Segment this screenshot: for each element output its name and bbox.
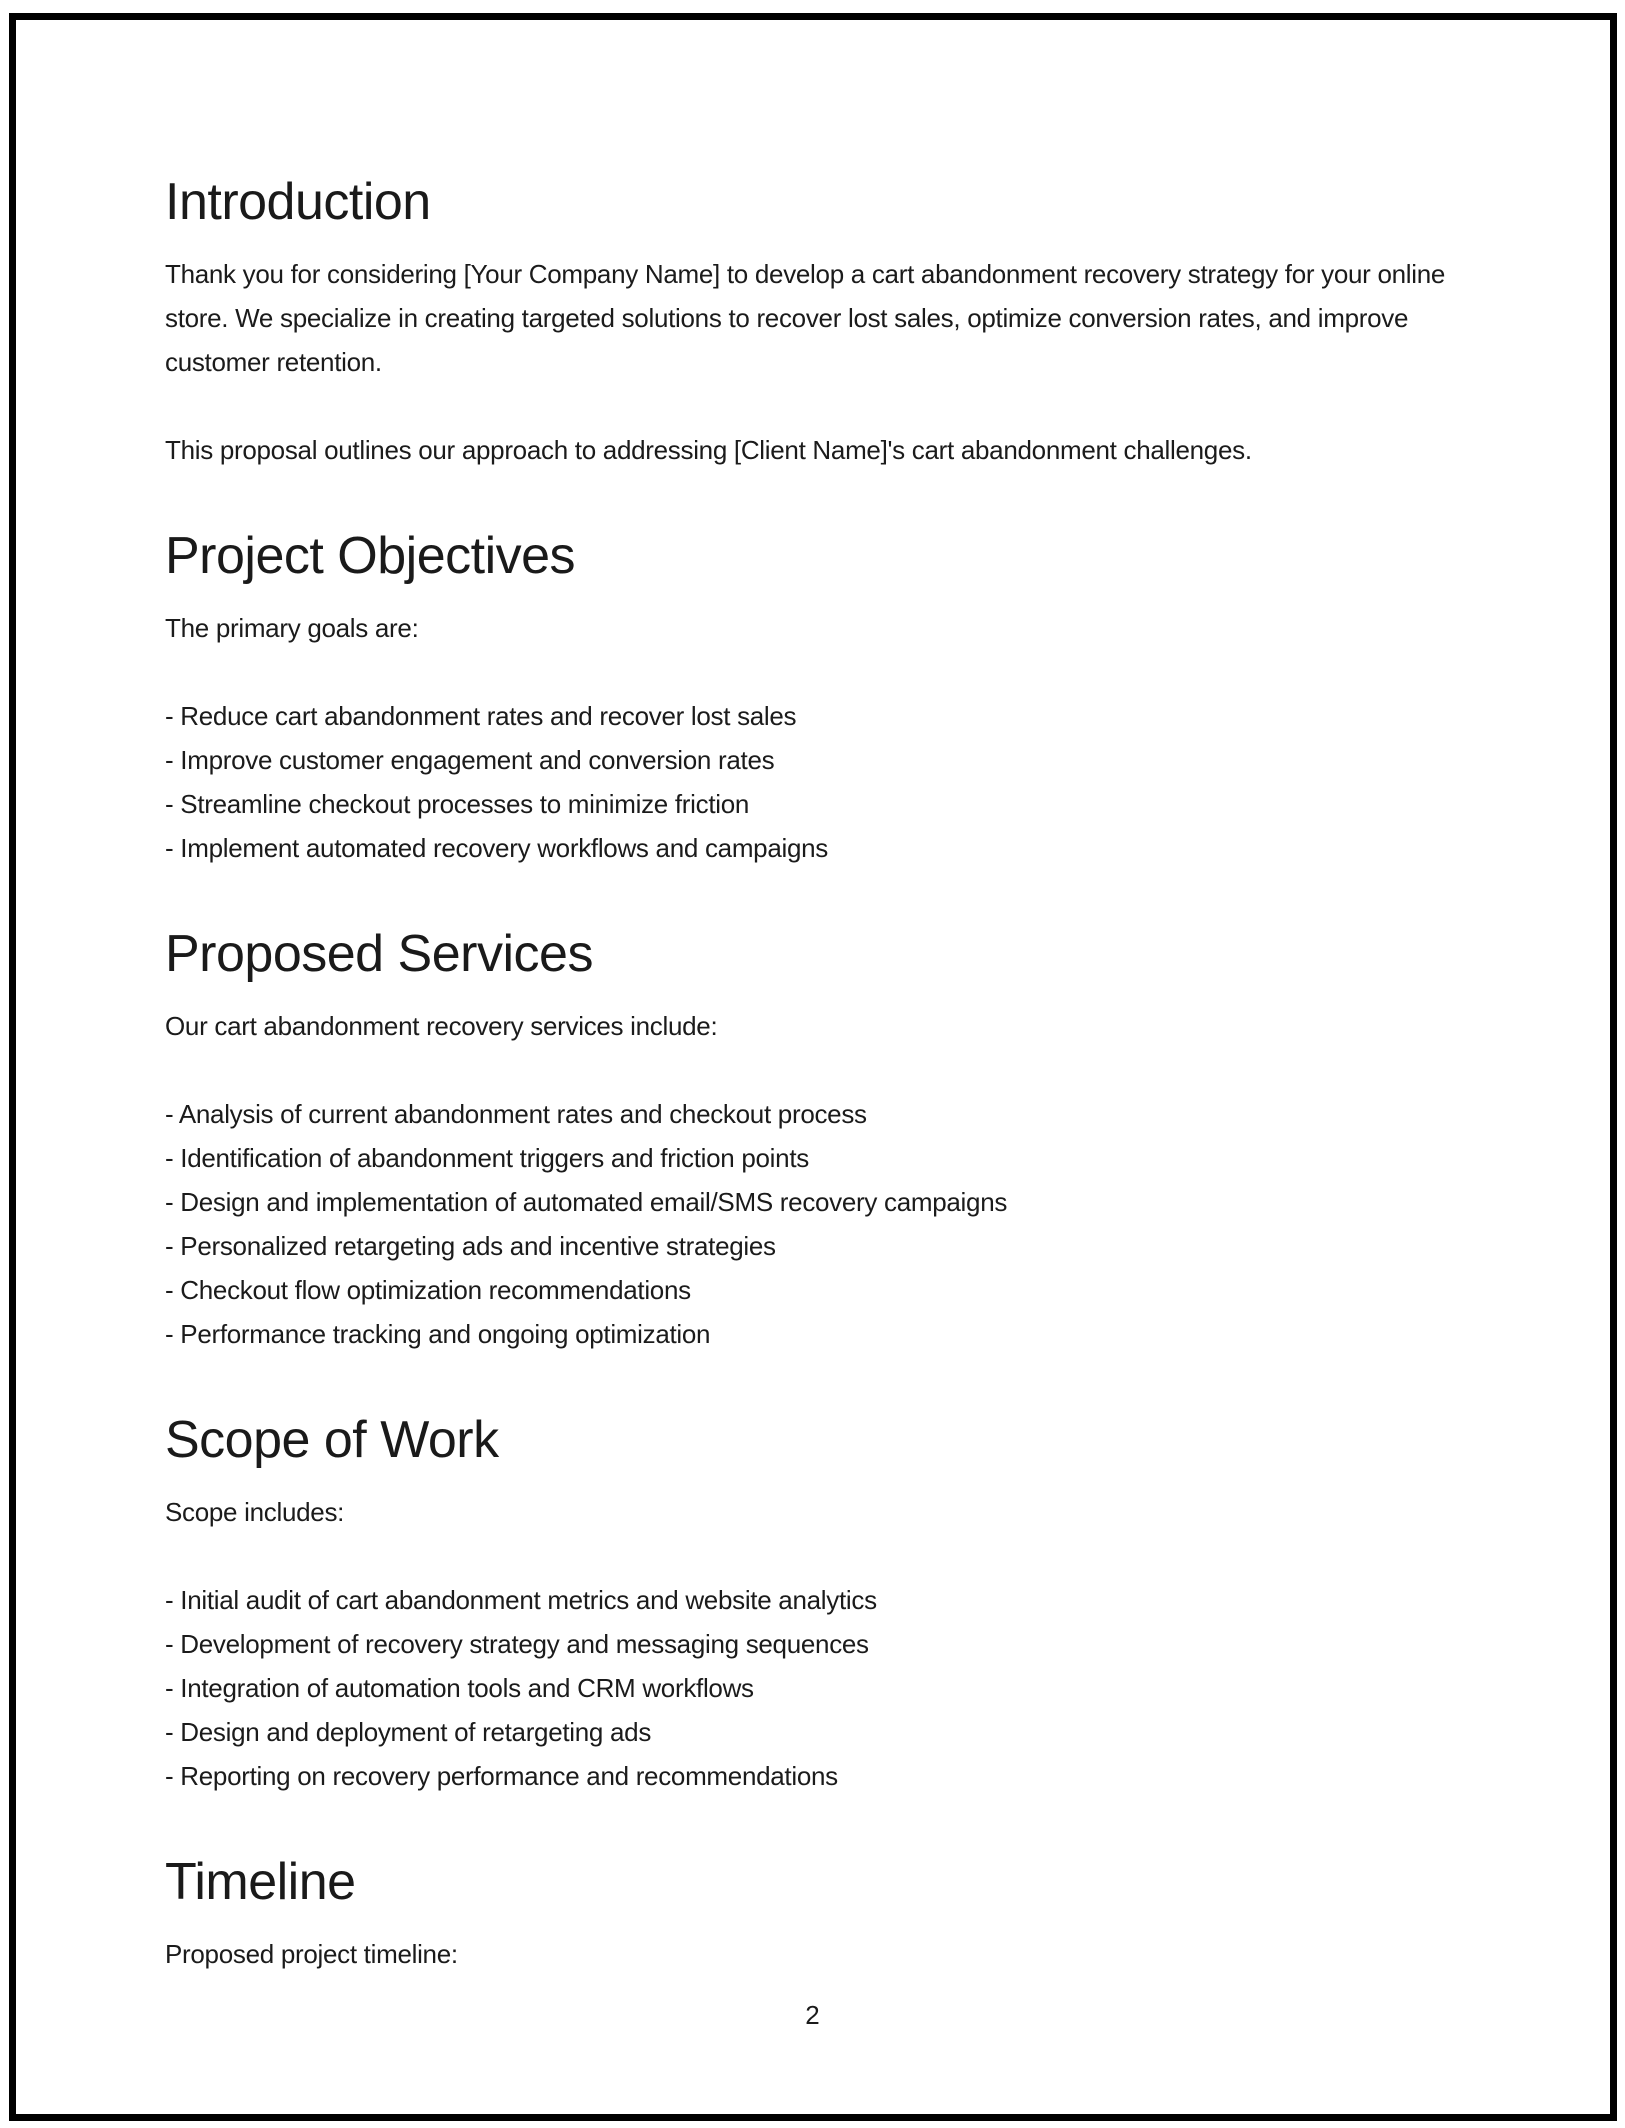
list-item: - Design and implementation of automated email/SMS recovery campaigns: [165, 1187, 1008, 1217]
section-heading: Project Objectives: [165, 527, 576, 585]
list-item: - Reporting on recovery performance and recommendations: [165, 1761, 838, 1791]
list-item: - Improve customer engagement and conversion rates: [165, 745, 775, 775]
list-item: - Checkout flow optimization recommendations: [165, 1275, 691, 1305]
list-item: - Performance tracking and ongoing optimization: [165, 1319, 711, 1349]
list-item: - Development of recovery strategy and messaging sequences: [165, 1629, 869, 1659]
section-scope-of-work: [165, 1410, 1490, 1798]
section-proposed-services: [165, 924, 1490, 1356]
list-item: - Reduce cart abandonment rates and recover lost sales: [165, 701, 797, 731]
section-heading: Scope of Work: [165, 1411, 499, 1469]
bullet-list: [165, 694, 1490, 870]
paragraph: Scope includes:: [165, 1497, 345, 1527]
paragraph: The primary goals are:: [165, 613, 419, 643]
paragraph: Our cart abandonment recovery services include:: [165, 1011, 718, 1041]
list-item: - Streamline checkout processes to minimize friction: [165, 789, 750, 819]
paragraph: This proposal outlines our approach to addressing [Client Name]'s cart abandonment challenges.: [165, 435, 1252, 465]
list-item: - Personalized retargeting ads and incentive strategies: [165, 1231, 776, 1261]
section-introduction: [165, 172, 1490, 472]
bullet-list: [165, 1578, 1490, 1798]
bullet-list: [165, 1092, 1490, 1356]
section-heading: Timeline: [165, 1853, 356, 1911]
section-timeline: [165, 1852, 1490, 1976]
page-content: [165, 0, 1490, 2020]
list-item: - Integration of automation tools and CRM workflows: [165, 1673, 754, 1703]
list-item: - Initial audit of cart abandonment metrics and website analytics: [165, 1585, 877, 1615]
paragraph: Thank you for considering [Your Company Name] to develop a cart abandonment recovery strategy for your online store. We specialize in creating targeted solutions to recover lost sales, optimize conversion rates, and improve customer retention.: [165, 259, 1446, 377]
list-item: - Implement automated recovery workflows and campaigns: [165, 833, 828, 863]
section-heading: Introduction: [165, 173, 431, 231]
list-item: - Design and deployment of retargeting ads: [165, 1717, 652, 1747]
list-item: - Identification of abandonment triggers and friction points: [165, 1143, 809, 1173]
section-heading: Proposed Services: [165, 925, 593, 983]
section-project-objectives: [165, 526, 1490, 870]
page-number: 2: [805, 2000, 820, 2030]
paragraph: Proposed project timeline:: [165, 1939, 458, 1969]
list-item: - Analysis of current abandonment rates and checkout process: [165, 1099, 867, 1129]
